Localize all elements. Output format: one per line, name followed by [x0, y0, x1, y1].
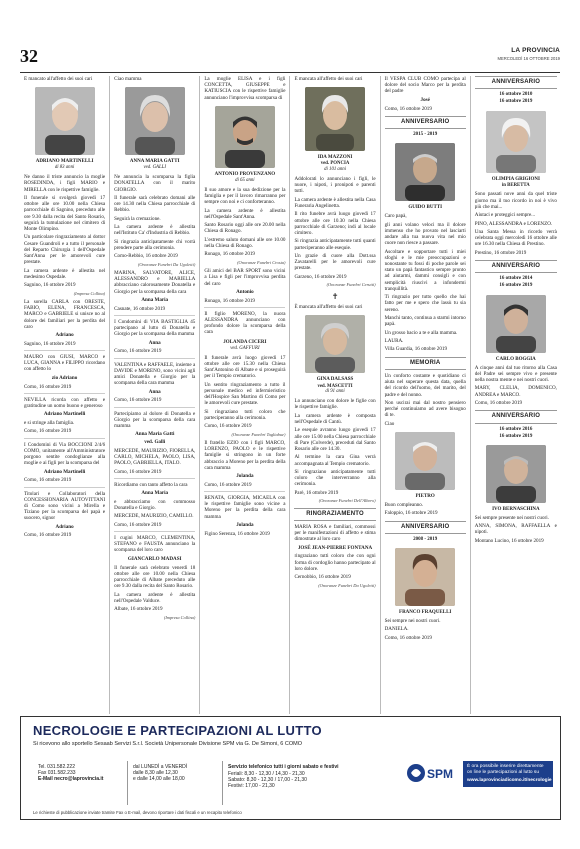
funeral-agency: (Onoranze Funebri Tagliabue) [231, 431, 286, 437]
spm-logo-text: SPM [427, 767, 454, 781]
divider [114, 407, 195, 408]
anniversary-date: 16 ottobre 2019 [499, 283, 533, 289]
years-range: 2015 - 2019 [413, 132, 438, 138]
hours-days: dal LUNEDÌ a VENERDÌ [133, 764, 188, 770]
footer-info: Si ricevono allo sportello Sesaab Servizi S.r.l. Società Unipersonale Divisione SPM via G. De Simoni, 6 COMO [33, 740, 303, 747]
funeral-agency: (Onoranze Funebri Crosta) [237, 259, 286, 265]
notice-text: Al termine la cara Gina verrà accompagnata al Tempio crematorio. [294, 454, 376, 467]
notice-text: MERCEDE, MAURIZIO, FIORELLA, CARLO, MICHELA, PAOLO, LISA, PAOLO, GABRIELLA, ITALO. [114, 447, 196, 467]
name-line: Adriano Martinelli [43, 411, 86, 418]
spm-logo [406, 759, 454, 787]
divider [114, 531, 195, 532]
name-line: Anna Maria [141, 490, 169, 497]
deceased-name: PIETRO [415, 493, 435, 499]
signature: ANNA, SIMONA, RAFFAELLA e nipoti. [474, 523, 557, 536]
hours-afternoon: e dalle 14,00 alle 18,00 [133, 776, 185, 783]
deceased-name: ADRIANO MARTINELLI [35, 159, 94, 165]
portrait-photo [125, 87, 185, 155]
place-date: Como, 16 ottobre 2019 [24, 477, 72, 484]
notice-text: La camera ardente è allestita nella Casa Funeraria Angelinetta. [294, 196, 376, 209]
deceased-married-name: ved. PONCIA [320, 161, 350, 167]
phone-service-hours [223, 761, 381, 805]
name-line: Jolanda [236, 473, 254, 480]
notice-text: gli anni volano veloci ma il dolore immenso che ho provato nel lasciarti andare alla tua nuova vita nel mio cuore non riesce a passare. [384, 221, 466, 247]
notice-text: Ne annuncia la scomparsa la figlia DONATELLA con il marito GIORGIO. [114, 174, 196, 193]
place-date: Como, 16 ottobre 2019 [114, 397, 162, 404]
online-notice-text: È ora possibile inserire direttamente on line le partecipazioni al lutto su [467, 764, 544, 775]
section-title-anniversario: ANNIVERSARIO [475, 260, 557, 273]
name-line: Adriano Martinelli [43, 468, 86, 475]
notice-text: Ascoltare e sopportare tutti i miei sfoghi e le mie preoccupazioni e nonostante tu fossi di poche parole sei stato un papà fantastico sempre pronto ad aiutarmi, dammi consigli e con semplicità riuscivi a infondermi tranquillità. [384, 248, 466, 292]
masthead [497, 47, 560, 61]
notice-text: A cinque anni dal tuo ritorno alla Casa del Padre sei sempre vivo e presente nella nostra mente e nei nostri cuori. [474, 364, 557, 384]
notice-text: e si stringe alla famiglia. [24, 420, 75, 427]
masthead-title: LA PROVINCIA [511, 47, 560, 54]
section-title-anniversario: ANNIVERSARIO [475, 410, 557, 423]
place-date: Como, 16 ottobre 2019 [384, 634, 432, 641]
divider [204, 491, 285, 492]
name-line: Adriano [55, 523, 74, 530]
deceased-name: FRANCO FRAQUELLI [399, 609, 452, 615]
funeral-agency: (Onoranze Funebri Da Ugoletti) [137, 261, 196, 267]
section-title-memoria: MEMORIA [385, 357, 466, 370]
anniversary-date: 16 ottobre 2010 [499, 92, 533, 98]
header-rule [20, 72, 560, 73]
years-range: 2008 - 2019 [413, 536, 438, 542]
place-date: Como, 16 ottobre 2019 [114, 468, 162, 475]
place-date: Como, 16 ottobre 2019 [474, 400, 523, 406]
funeral-agency: (Impresa Collina) [73, 290, 106, 296]
intro-text: È mancata all'affetto dei suoi cari [294, 304, 363, 311]
hours-festivi: Festivi: 17,00 - 21,30 [228, 783, 275, 790]
place-date: Albate, 16 ottobre 2019 [114, 606, 163, 613]
divider [24, 487, 105, 488]
notice-text: Il funerale sarà celebrato venerdì 18 ottobre alle ore 10.00 nella Chiesa parrocchiale di Albate preceduto alle ore 9.30 dalla recita del Santo Rosario. [114, 564, 196, 590]
notice-text: La camera ardente è allestita nell'Istituto Ca' d'Industria di Rebbio. [114, 224, 196, 237]
name-line: Antonio [236, 288, 254, 295]
notice-text: Ricordiamo con tanto affetto la cara [114, 481, 188, 488]
deceased-name: ANNA MARIA GATTI [129, 159, 180, 165]
column-3 [200, 76, 290, 714]
section-title-anniversario: ANNIVERSARIO [385, 521, 466, 534]
notice-text: La camera ardente è allestita nell'Ospedale Sant'Anna. [204, 207, 286, 220]
deceased-name: IVO BERNASCHINA [492, 506, 540, 512]
divider [114, 358, 195, 359]
anniversary-date: 16 ottobre 2019 [499, 99, 533, 105]
notice-text: Il funerale sarà celebrato domani alle ore 14.30 nella Chiesa parrocchiale di Rebbio. [114, 194, 196, 214]
notice-text: MARIA ROSA e familiari, commossi per le manifestazioni di affetto e stima dimostrate al loro caro [294, 523, 376, 543]
deceased-married-name: ved. GAFFURI [230, 345, 260, 351]
notice-text: Il funerale avrà luogo giovedì 17 ottobre alle ore 15.30 nella Chiesa Sant'Antonino di Albate e si proseguirà per il Tempio crematorio. [204, 354, 286, 380]
hours-sabato: Sabato: 8,30 - 12,30 / 17,00 - 21,30 [228, 777, 307, 784]
necrology-footer [20, 716, 561, 820]
footer-note: Le richieste di pubblicazione inviate tramite Fax o E-mail, devono riportare i dati fiscali e un recapito telefonico [33, 809, 242, 815]
notice-text: Santo Rosario oggi alle ore 20.00 nella Chiesa di Ronago. [204, 222, 286, 235]
office-hours [128, 761, 223, 805]
section-title-anniversario: ANNIVERSARIO [475, 76, 557, 89]
notice-text: Il rito funebre avrà luogo giovedì 17 ottobre alle ore 10.30 nella Chiesa parrocchiale di Garzeno; indi al locale cimitero. [294, 211, 376, 236]
notice-text: Titolari e Collaboratori della CONCESSIONARIA AUTOVITTANI di Como sono vicini a Mirella e Tiziano per la scomparsa del papà e suocero, signor [24, 490, 106, 522]
deceased-age: di 83 anni [54, 165, 75, 171]
anniversary-date: 16 ottobre 2016 [499, 426, 533, 432]
notice-text: Il fratello EZIO con i figli MARCO, LORENZO, PAOLO e le rispettive famiglie si stringono in un forte abbraccio a Moreno per la perdita della cara mamma [204, 439, 286, 471]
place-date: Como, 16 ottobre 2019 [384, 105, 432, 112]
name-line: Adriano [55, 332, 74, 339]
column-4 [290, 76, 380, 714]
deceased-name: JOLANDA CICERI [223, 339, 267, 345]
footer-title: NECROLOGIE E PARTECIPAZIONI AL LUTTO [33, 723, 322, 738]
page-number: 32 [20, 46, 38, 66]
phone-service-title: Servizio telefonico tutti i giorni sabato e festivi [228, 764, 339, 770]
notice-text: La camera ardente è allestita nel medesimo Ospedale. [24, 267, 106, 280]
obituary-columns [20, 76, 561, 714]
notice-text: PINO, ALESSANDRA e LORENZO. [474, 220, 553, 227]
deceased-name: GINA DALSASS [316, 377, 354, 383]
signature: DANIELA. [384, 626, 409, 633]
place-date: Como, 16 ottobre 2019 [204, 481, 252, 488]
divider [24, 393, 105, 394]
deceased-name: CARLO BOGGIA [495, 356, 536, 362]
place-date: Figino Serenza, 16 ottobre 2019 [204, 530, 270, 537]
notice-text: La sorella CARLA con ORESTE, FABIO, ELENA, FRANCESCA, MARCO e GABRIELE si unisce no al dolore dei familiari per la perdita del caro [24, 298, 106, 330]
notice-text: Un sentito ringraziamento a tutto il personale medico ed infermieristico dell'Hospice San Martino di Como per le amorevoli cure prestate. [204, 381, 286, 407]
notice-text: Un grosso bacio a te e alla mamma. [384, 329, 458, 336]
notice-text: e abbracciamo con commosso Donatella e Giorgio. [114, 498, 196, 512]
deceased-name: ANTONIO PROVENZANO [214, 171, 276, 177]
portrait-photo [486, 111, 546, 173]
portrait-photo [215, 106, 275, 168]
name-line: Anna Maria Gatti [135, 431, 175, 438]
name-line: José [420, 96, 430, 103]
place-date: Como, 16 ottobre 2019 [114, 521, 162, 528]
notice-text: Ciao [384, 420, 395, 427]
notice-text: La camera ardente è composta nell'Ospedale di Cantù. [294, 412, 376, 426]
portrait-photo [35, 87, 95, 155]
portrait-photo [305, 87, 365, 151]
notice-text: Un grazie di cuore alla Dott.ssa Zavatarelli per le amorevoli cure prestate. [294, 252, 376, 272]
deceased-name: OLIMPIA GRIGIONI [491, 176, 540, 182]
portrait-photo [305, 315, 365, 373]
notice-text: Buon compleanno. [384, 501, 424, 508]
place-date: Como, 16 ottobre 2019 [24, 428, 72, 435]
notice-text: Il figlio MORENO, la nuora ALESSANDRA annunciano con profondo dolore la scomparsa della cara [204, 310, 286, 336]
place-date: Como, 16 ottobre 2019 [114, 348, 162, 355]
anniversary-date: 16 ottobre 2014 [499, 276, 533, 282]
necrologie-url[interactable]: www.laprovinciadicomo.it/necrologie [467, 777, 552, 783]
portrait-photo [486, 445, 546, 503]
section-title-anniversario: ANNIVERSARIO [385, 116, 466, 129]
place-date: Como, 16 ottobre 2019 [24, 532, 72, 539]
funeral-agency: (Onoranze Funebri Cerutti) [326, 282, 376, 288]
notice-text: Si ringrazia anticipatamente chi vorrà prendere parte alla cerimonia. [114, 238, 196, 251]
notice-text: Caro papà, [384, 213, 407, 220]
online-notice-box [463, 761, 553, 787]
place-date: Como, 16 ottobre 2019 [204, 423, 252, 430]
deceased-age: di 91 anni [325, 389, 345, 395]
deceased-name: GUIDO BUTTI [408, 205, 443, 211]
notice-text: Un particolare ringraziamento al dottor Cesare Guandroli e a tutto il personale del Reparto Chirurgia 1 dell'Ospedale Sant'Anna per le amorevoli cure prestate. [24, 234, 106, 266]
notice-text: Si ringraziano anticipatamente tutti coloro che interverranno alla cerimonia. [294, 469, 376, 488]
notice-text: L'estremo saluto domani alle ore 10.00 nella Chiesa di Ronago. [204, 236, 286, 249]
name-line: Anna Maria [141, 297, 169, 304]
fax-number: Fax 031.582.233 [38, 770, 76, 777]
notice-text: MARY, CLELIA, DOMENICO, ANDREA e MARCO. [474, 385, 557, 398]
portrait-photo [395, 548, 455, 606]
notice-text: Addolorati lo annunciano i figli, le nuore, i nipoti, i pronipoti e parenti tutti. [294, 175, 376, 195]
column-6 [471, 76, 561, 714]
portrait-photo [486, 295, 546, 353]
divider [114, 315, 195, 316]
notice-text: I Condomini di VIA BASTIGLIA 45 partecipano al lutto di Donatella e Giorgio per la scomparsa della mamma [114, 318, 196, 338]
place-date: Ronago, 16 ottobre 2019 [204, 251, 255, 258]
deceased-age: di 101 anni [324, 167, 346, 173]
notice-text: Partecipiamo al dolore di Donatella e Giorgio per la scomparsa della cara mamma [114, 410, 196, 429]
notice-text: Il funerale si svolgerà giovedì 17 ottobre alle ore 10.00 nella Chiesa parrocchiale di Sagnino, preceduto alle ore 9.30 dalla recita del Santo Rosario, seguirà la tumulazione nel cimitero di Monte Olimpino. [24, 194, 106, 232]
notice-text: I Condomini di Via BOCCIONI 2/4/6 COMO, unitamente all'Amministratore porgono sentite condoglianze alla moglie e ai figli per la scomparsa del [24, 441, 106, 467]
notice-text: Sei sempre nei nostri cuori. [384, 618, 441, 625]
name-line: Anna [148, 388, 161, 395]
section-title-ringraziamento: RINGRAZIAMENTO [294, 508, 375, 521]
funeral-agency: (Onoranze Funebri Dell'Albero) [318, 498, 376, 504]
name-line: zio Adriano [51, 374, 78, 381]
funeral-agency: (Impresa Collina) [163, 614, 196, 620]
name-line: GIANCARLO MADASI [127, 555, 182, 562]
portrait-photo [395, 143, 455, 201]
name-line: ved. Galli [144, 439, 166, 446]
column-2 [110, 76, 200, 714]
page-header [20, 46, 560, 70]
place-date: Ronago, 16 ottobre 2019 [204, 297, 255, 304]
place-date: Como-Rebbio, 16 ottobre 2019 [114, 253, 178, 260]
column-1 [20, 76, 110, 714]
notice-text: La camera ardente è allestita nell'Ospedale Valduce. [114, 591, 196, 604]
place-date: Faloppio, 16 ottobre 2019 [384, 510, 438, 517]
divider [204, 307, 285, 308]
place-date: Como, 16 ottobre 2019 [24, 383, 72, 390]
notice-text: Le esequie avranno luogo giovedì 17 alle ore 15.00 nella Chiesa parrocchiale di Pare (Colverde), preceduti dal Santo Rosario alle ore 14.30. [294, 427, 376, 453]
place-date: Sagnino, 16 ottobre 2019 [24, 340, 76, 347]
contact-box [33, 761, 381, 805]
place-date: Garzeno, 16 ottobre 2019 [294, 273, 347, 280]
intro-text: È mancata all'affetto dei suoi cari [294, 76, 363, 82]
divider [114, 478, 195, 479]
notice-text: Una Santa Messa in ricordo verrà celebrata oggi mercoledì 16 ottobre alle ore 16.30 nella Chiesa di Prestino. [474, 229, 557, 248]
notice-text: MAURO con GIUSI, MARCO e LUCA, GIANNA e FILIPPO ricordano con affetto lo [24, 354, 106, 373]
hours-morning: dalle 8,30 alle 12,30 [133, 770, 178, 777]
place-date: Montano Lucino, 16 ottobre 2019 [474, 537, 544, 544]
intro-text: La moglie ELISA e i figli CONCETTA, GIUSEPPE e KATIUSCIA con le rispettive famiglie annunciano l'improvvisa scomparsa di [204, 76, 286, 101]
notice-text: MERCEDE, MAURIZIO, CAMILLO. [114, 513, 194, 520]
name-line: JOSÉ JEAN-PIERRE FONTANA [297, 544, 373, 551]
notice-text: Si ringrazia anticipatamente tutti quanti parteciperanno alle esequie. [294, 238, 376, 251]
notice-text: Il suo amore e la sua dedizione per la famiglia e per il lavoro rimarranno per sempre con noi e ci conforteranno. [204, 186, 286, 206]
divider [24, 350, 105, 351]
intro-text: È mancato all'affetto dei suoi cari [24, 76, 93, 82]
deceased-name: IDA MAZZONI [317, 155, 353, 161]
notice-text: Ti ringrazio per tutto quello che hai fatto per me e spero che lassù tu sia sereno. [384, 294, 466, 313]
notice-text: MARINA, SALVATORE, ALICE, ALESSANDRO e MARIELLA abbracciano calorosamente Donatella e Giorgio per la scomparsa della cara [114, 270, 196, 295]
notice-text: Manchi tanto, continua a starmi intorno papà. [384, 315, 466, 328]
notice-text: Sei sempre presente nei nostri cuori. [474, 514, 549, 521]
cross-icon: ✝ [331, 291, 339, 301]
name-line: Jolanda [236, 522, 254, 529]
deceased-married-name: ved. MASCETTI [317, 383, 353, 389]
notice-text: Lo annunciano con dolore le figlie con le rispettive famiglie. [294, 398, 376, 411]
signature: LAURA. [384, 337, 404, 344]
divider [24, 438, 105, 439]
deceased-married-name: ved. GALLI [143, 165, 166, 171]
column-5 [381, 76, 471, 714]
funeral-agency: (Onoranze Funebri Da Ugoletti) [318, 582, 376, 588]
notice-text: Aiutaci e proteggici sempre... [474, 212, 536, 219]
place-date: Prestino, 16 ottobre 2019 [474, 249, 527, 256]
contact-details [33, 761, 128, 805]
deceased-age: di 65 anni [235, 177, 255, 183]
name-line: Anna [148, 339, 161, 346]
intro-text: Ciao mamma [114, 76, 142, 82]
phone-number: Tel. 031.582.222 [38, 764, 75, 770]
notice-text: NEVILLA ricorda con affetto e gratitudine un uomo buono e generoso [24, 396, 106, 409]
anniversary-date: 16 ottobre 2019 [499, 433, 533, 439]
notice-text: Seguirà la cremazione. [114, 215, 161, 222]
notice-text: Sono passati nove anni da quel triste giorno ma il tuo ricordo in noi è vivo più che mai... [474, 191, 557, 210]
hours-feriali: Feriali: 8,30 - 12,30 / 14,30 - 21,30 [228, 771, 305, 778]
notice-text: Il VESPA CLUB COMO partecipa al dolore del socio Marco per la perdita del padre [384, 76, 466, 95]
notice-text: Gli amici del BAR SPORT sono vicini a Lisa e figli per l'improvvisa perdita del caro [204, 268, 286, 287]
place-date: Villa Guardia, 16 ottobre 2019 [384, 346, 447, 353]
notice-text: Non uscirai mai dal nostro pensiero perché continuiamo ad avere bisogno di te. [384, 399, 466, 419]
notice-text: I cugini MARCO, CLEMENTINA, STEFANO e FAUSTA annunciano la scomparsa del loro caro [114, 535, 196, 554]
place-date: Sagnino, 16 ottobre 2019 [24, 282, 76, 289]
place-date: Parè, 16 ottobre 2019 [294, 489, 339, 496]
deceased-married-name: in BERETTA [501, 182, 530, 188]
notice-text: RENATA, GIORGIA, MICAELA con le rispettive famiglie sono vicine a Moreno per la perdita della cara mamma [204, 495, 286, 520]
notice-text: Ne danno il triste annuncio la moglie ROSEDINDA, i figli MARIO e MIRELLA con le rispettive famiglie. [24, 174, 106, 193]
email-address[interactable]: E-Mail necro@laprovincia.it [38, 776, 104, 783]
notice-text: Si ringraziano tutti coloro che parteciperanno alla cerimonia. [204, 408, 286, 421]
place-date: Cernobbio, 16 ottobre 2019 [294, 574, 351, 581]
portrait-photo [395, 432, 455, 490]
place-date: Casnate, 16 ottobre 2019 [114, 305, 166, 312]
issue-date: MERCOLEDÌ 16 OTTOBRE 2019 [497, 55, 560, 61]
notice-text: VALENTINA e RAFFAELE, insieme a DAVIDE e MORENO, sono vicini agli amici Donatella e Giorgio per la scomparsa della cara mamma [114, 361, 196, 387]
notice-text: ringraziano tutti coloro che con ogni forma di cordoglio hanno partecipato al loro dolore. [294, 553, 376, 572]
notice-text: Un conforto costante e quotidiano ci aiuta nel superare questa data, quella del ricordo dell'uomo, del marito, del padre e del nonno. [384, 372, 466, 398]
